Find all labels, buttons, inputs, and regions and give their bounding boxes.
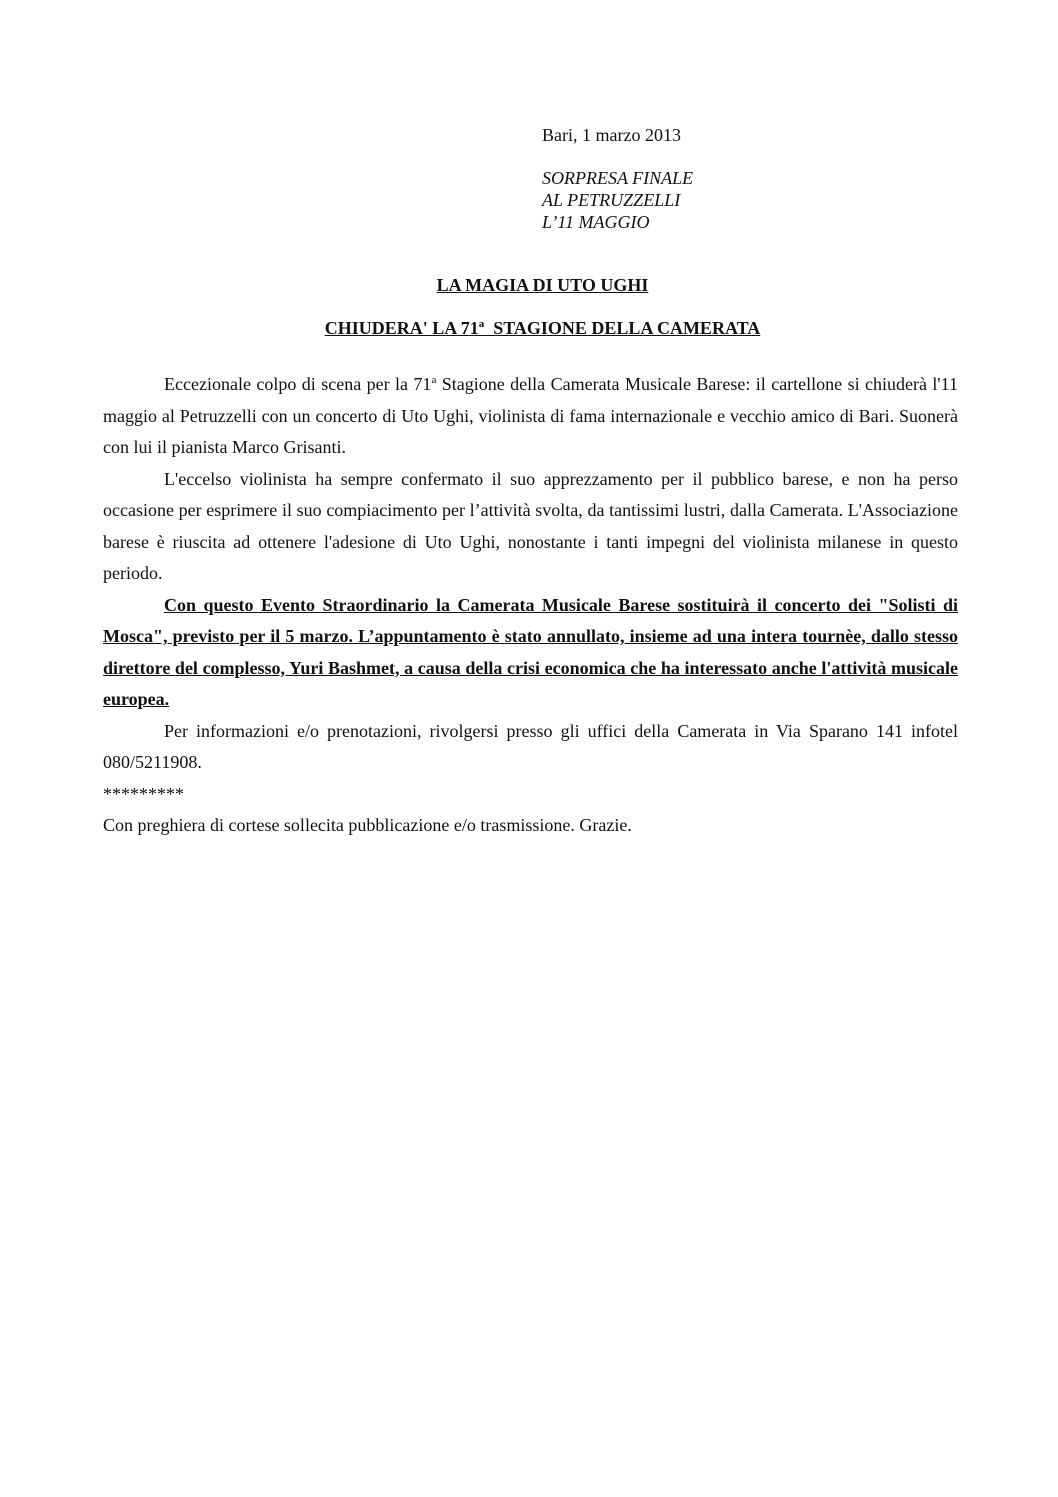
kicker-line: AL PETRUZZELLI <box>542 190 681 210</box>
press-release-date: Bari, 1 marzo 2013 <box>542 125 681 145</box>
paragraph-announcement <box>103 369 958 464</box>
ordinal-superscript: a <box>431 374 437 386</box>
paragraph-violinist: L'eccelso violinista ha sempre confermato il suo apprezzamento per il pubblico barese, e non ha perso occasione per esprimere il suo compiacimento per l’attività svolta, da tantissimi lustri, dalla Camerata. L'Associazione barese è riuscita ad ottenere l'adesione di Uto Ughi, nonostante i tanti impegni del violinista milanese in questo periodo. <box>103 468 958 583</box>
kicker-line: L’11 MAGGIO <box>542 212 650 232</box>
article-body <box>103 369 958 842</box>
main-title: LA MAGIA DI UTO UGHI <box>436 275 649 295</box>
ordinal-superscript: a <box>478 318 485 330</box>
subtitle-text-rest: STAGIONE DELLA CAMERATA <box>484 318 761 338</box>
subtitle <box>0 317 1058 339</box>
subtitle-text: CHIUDERA' LA 71 <box>324 318 479 338</box>
paragraph-highlight: Con questo Evento Straordinario la Camerata Musicale Barese sostituirà il concerto dei "Solisti di Mosca", previsto per il 5 marzo. L’appuntamento è stato annullato, insieme ad una intera tournèe, dallo stesso direttore del complesso, Yuri Bashmet, a causa della crisi economica che ha interessato anche l'attività musicale europea. <box>103 594 958 709</box>
paragraph-info: Per informazioni e/o prenotazioni, rivolgersi presso gli uffici della Camerata in Via Sparano 141 infotel 080/5211908. <box>103 720 958 772</box>
paragraph-text-rest: Stagione della Camerata Musicale Barese: il cartellone si chiuderà l'11 maggio al Petruzzelli con un concerto di Uto Ughi, violinista di fama internazionale e vecchio amico di Bari. Suonerà con lui il pianista Marco Grisanti. <box>103 374 958 457</box>
paragraph-text: Eccezionale colpo di scena per la 71 <box>164 374 432 394</box>
kicker-line: SORPRESA FINALE <box>542 168 694 188</box>
separator-asterisks: ********* <box>103 783 184 804</box>
kicker-headline <box>542 167 693 233</box>
closing-line: Con preghiera di cortese sollecita pubblicazione e/o trasmissione. Grazie. <box>103 815 632 835</box>
